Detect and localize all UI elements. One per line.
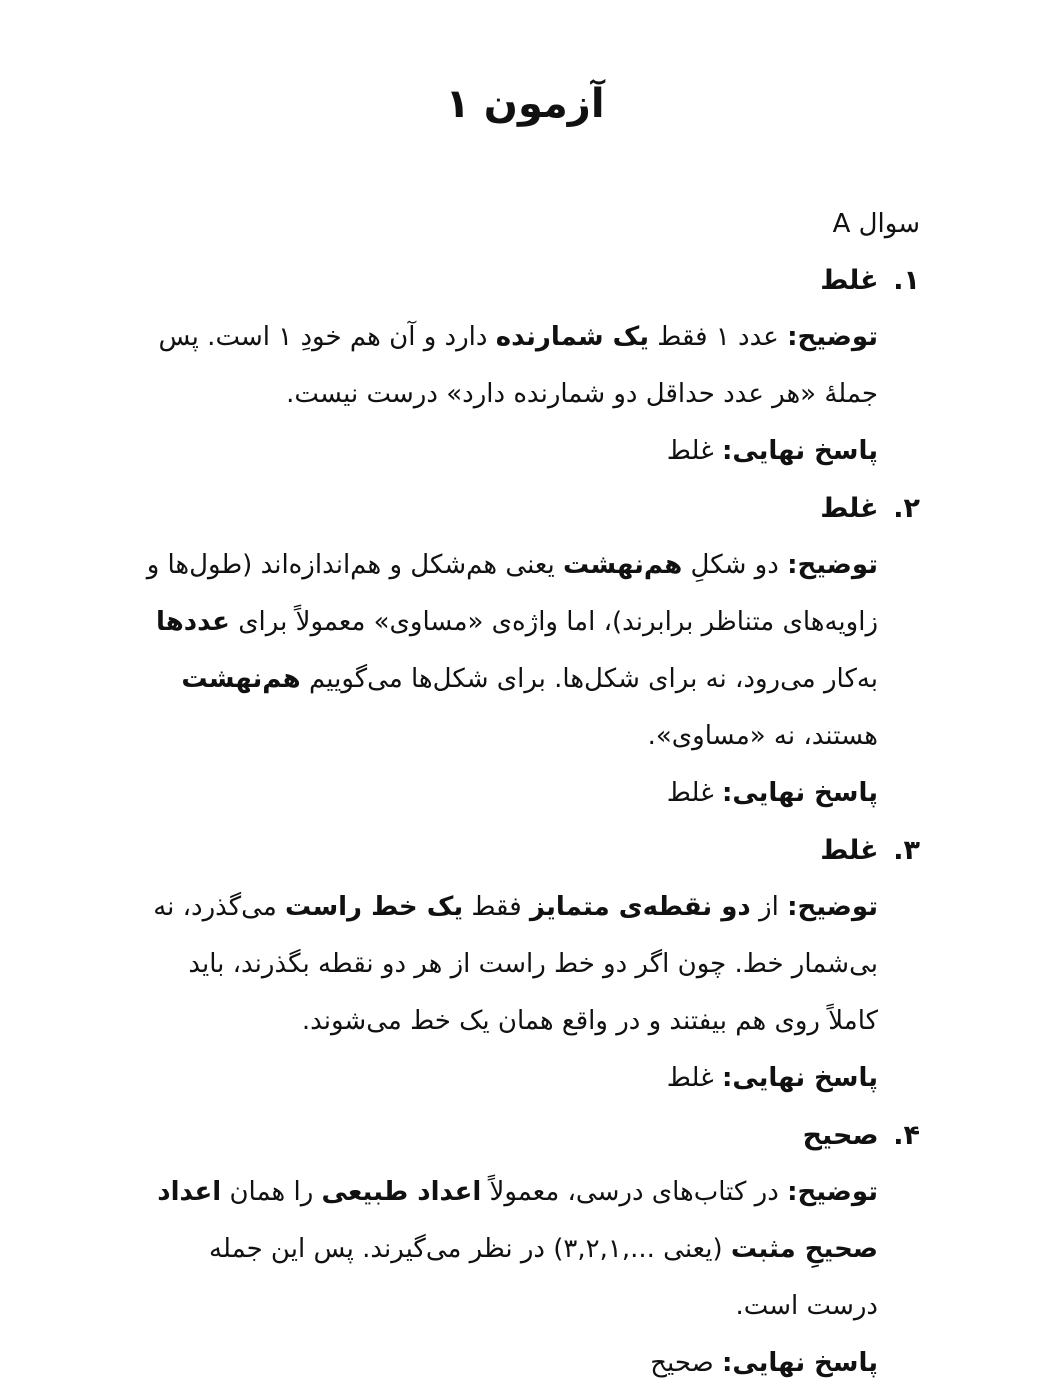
explanation-emphasis: دو نقطه‌ی متمایز: [529, 892, 751, 922]
explanation-text: عدد ۱ فقط: [649, 322, 788, 352]
explanation: [140, 537, 878, 765]
explanation: [140, 879, 878, 1050]
final-answer: [140, 1335, 878, 1392]
question-2: [140, 480, 920, 822]
question-verdict: غلط: [820, 493, 879, 524]
final-answer-value: غلط: [666, 1063, 722, 1093]
explanation-emphasis: یک شمارنده: [495, 322, 650, 352]
explanation-text: هستند، نه «مساوی».: [647, 721, 878, 751]
explanation-label: توضیح:: [787, 892, 878, 922]
page-title: آزمون ۱: [445, 81, 605, 127]
explanation-emphasis: یک خط راست: [285, 892, 464, 922]
question-number: ۱.: [893, 265, 920, 296]
question-verdict: صحیح: [802, 1120, 879, 1151]
explanation: [140, 309, 878, 423]
question-verdict: غلط: [820, 265, 879, 296]
explanation-text: دو شکلِ: [682, 550, 788, 580]
explanation-emphasis: اعداد طبیعی: [321, 1177, 482, 1207]
explanation-label: توضیح:: [787, 322, 878, 352]
explanation-text: فقط: [463, 892, 530, 922]
explanation-text: به‌کار می‌رود، نه برای شکل‌ها. برای شکل‌ها می‌گوییم: [300, 664, 878, 694]
explanation-label: توضیح:: [787, 550, 878, 580]
explanation-text: در کتاب‌های درسی، معمولاً: [481, 1177, 788, 1207]
final-answer-value: غلط: [666, 436, 722, 466]
final-answer-label: پاسخ نهایی:: [721, 1348, 878, 1378]
final-answer-value: صحیح: [650, 1348, 722, 1378]
question-verdict: غلط: [820, 835, 879, 866]
question-body: [140, 879, 920, 1107]
explanation-label: توضیح:: [787, 1177, 878, 1207]
question-body: [140, 1164, 920, 1392]
final-answer-label: پاسخ نهایی:: [721, 778, 878, 808]
final-answer-label: پاسخ نهایی:: [721, 436, 878, 466]
explanation-text: (یعنی ...,۳,۲,۱) در نظر می‌گیرند. پس این جمله درست است.: [209, 1234, 878, 1321]
explanation-emphasis: عددها: [156, 607, 230, 637]
explanation-text: از: [750, 892, 788, 922]
question-heading: [140, 1107, 920, 1164]
explanation-text: را همان: [221, 1177, 322, 1207]
answer-content: [140, 196, 920, 1392]
question-heading: [140, 822, 920, 879]
explanation-text: یعنی هم‌شکل و هم‌اندازه‌اند (طول‌ها و زاویه‌های متناظر برابرند)، اما واژه‌ی «مساوی» معمولاً برای: [146, 550, 878, 637]
question-number: ۴.: [893, 1120, 920, 1151]
explanation-text: دارد و آن هم خودِ ۱ است. پس جملهٔ «هر عدد حداقل دو شمارنده دارد» درست نیست.: [158, 322, 878, 409]
question-body: [140, 309, 920, 480]
explanation-emphasis: اعداد صحیحِ مثبت: [157, 1177, 878, 1264]
question-number: ۳.: [893, 835, 920, 866]
question-number: ۲.: [893, 493, 920, 524]
question-1: [140, 252, 920, 480]
question-body: [140, 537, 920, 822]
explanation: [140, 1164, 878, 1335]
question-3: [140, 822, 920, 1107]
final-answer: [140, 423, 878, 480]
section-label: سوال A: [832, 209, 920, 239]
explanation-text: می‌گذرد، نه بی‌شمار خط. چون اگر دو خط راست از هر دو نقطه بگذرند، باید کاملاً روی هم بیفتند و در واقع همان یک خط می‌شوند.: [153, 892, 878, 1036]
final-answer: [140, 765, 878, 822]
final-answer: [140, 1050, 878, 1107]
explanation-emphasis: هم‌نهشت: [562, 550, 683, 580]
final-answer-value: غلط: [666, 778, 722, 808]
final-answer-label: پاسخ نهایی:: [721, 1063, 878, 1093]
explanation-emphasis: هم‌نهشت: [181, 664, 301, 694]
question-heading: [140, 480, 920, 537]
question-heading: [140, 252, 920, 309]
question-4: [140, 1107, 920, 1392]
